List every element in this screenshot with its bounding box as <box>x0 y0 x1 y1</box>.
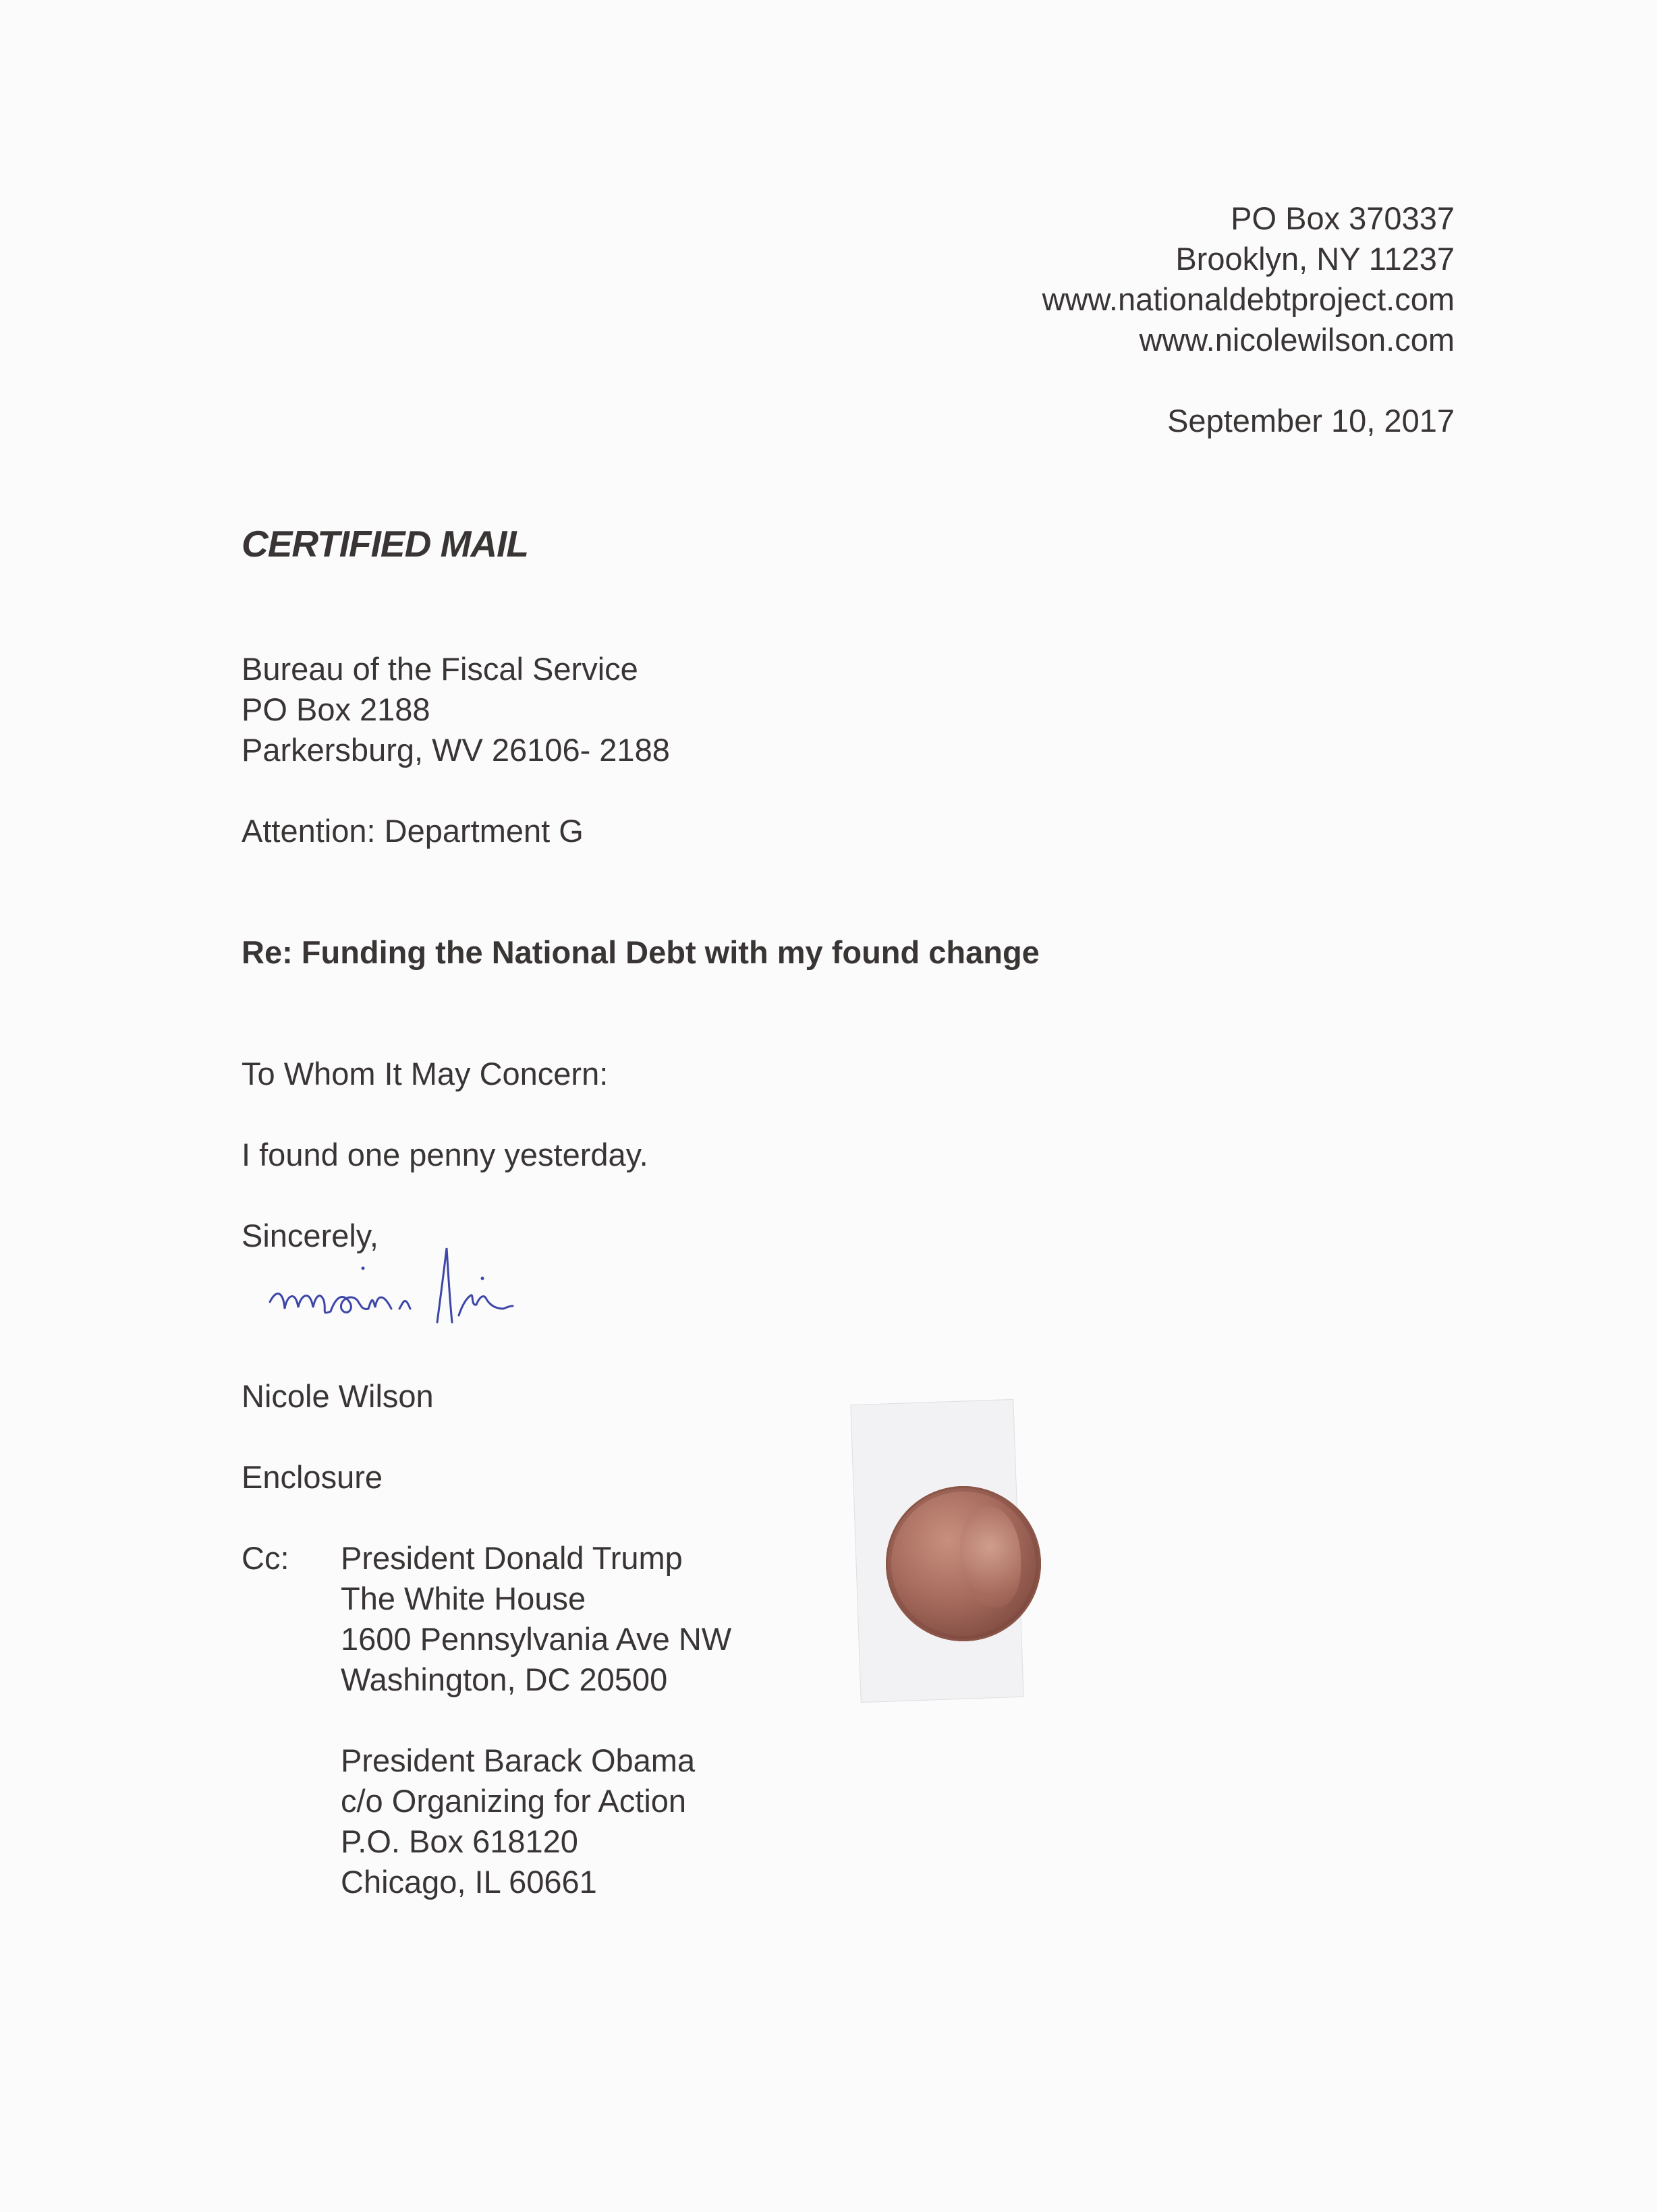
attention-line: Attention: Department G <box>242 813 584 849</box>
cc-recipient-2-line4: Chicago, IL 60661 <box>341 1864 597 1900</box>
cc-recipient-2-line3: P.O. Box 618120 <box>341 1823 578 1859</box>
enclosure-note: Enclosure <box>242 1459 383 1495</box>
cc-recipient-2-line2: c/o Organizing for Action <box>341 1783 687 1819</box>
cc-recipient-2-line1: President Barack Obama <box>341 1742 696 1778</box>
subject-line: Re: Funding the National Debt with my found change <box>242 934 1040 970</box>
letter-body: I found one penny yesterday. <box>242 1137 648 1172</box>
cc-recipient-1-line4: Washington, DC 20500 <box>341 1662 668 1697</box>
closing: Sincerely, <box>242 1218 378 1253</box>
sender-website-1: www.nationaldebtproject.com <box>1042 281 1455 317</box>
recipient-address-line1: PO Box 2188 <box>242 691 430 727</box>
cc-recipient-1-line2: The White House <box>341 1581 586 1616</box>
recipient-address-line2: Parkersburg, WV 26106- 2188 <box>242 732 670 768</box>
recipient-address-block <box>242 649 670 770</box>
letter-date: September 10, 2017 <box>1167 403 1455 438</box>
salutation: To Whom It May Concern: <box>242 1056 609 1091</box>
sender-website-2: www.nicolewilson.com <box>1139 322 1455 358</box>
cc-recipient-1-line3: 1600 Pennsylvania Ave NW <box>341 1621 732 1657</box>
cc-recipient-1-line1: President Donald Trump <box>341 1540 683 1576</box>
sender-address-block <box>1042 198 1455 441</box>
cc-recipient-2 <box>341 1740 695 1902</box>
cc-recipient-1 <box>341 1538 731 1700</box>
penny-portrait <box>960 1506 1021 1608</box>
certified-mail-heading: CERTIFIED MAIL <box>242 523 528 565</box>
taped-penny-coin <box>886 1486 1041 1641</box>
sender-address-line1: PO Box 370337 <box>1231 200 1455 236</box>
signer-name: Nicole Wilson <box>242 1378 434 1414</box>
cc-label: Cc: <box>242 1540 289 1576</box>
recipient-name: Bureau of the Fiscal Service <box>242 651 638 687</box>
handwritten-signature <box>256 1228 702 1349</box>
sender-address-line2: Brooklyn, NY 11237 <box>1175 241 1455 277</box>
